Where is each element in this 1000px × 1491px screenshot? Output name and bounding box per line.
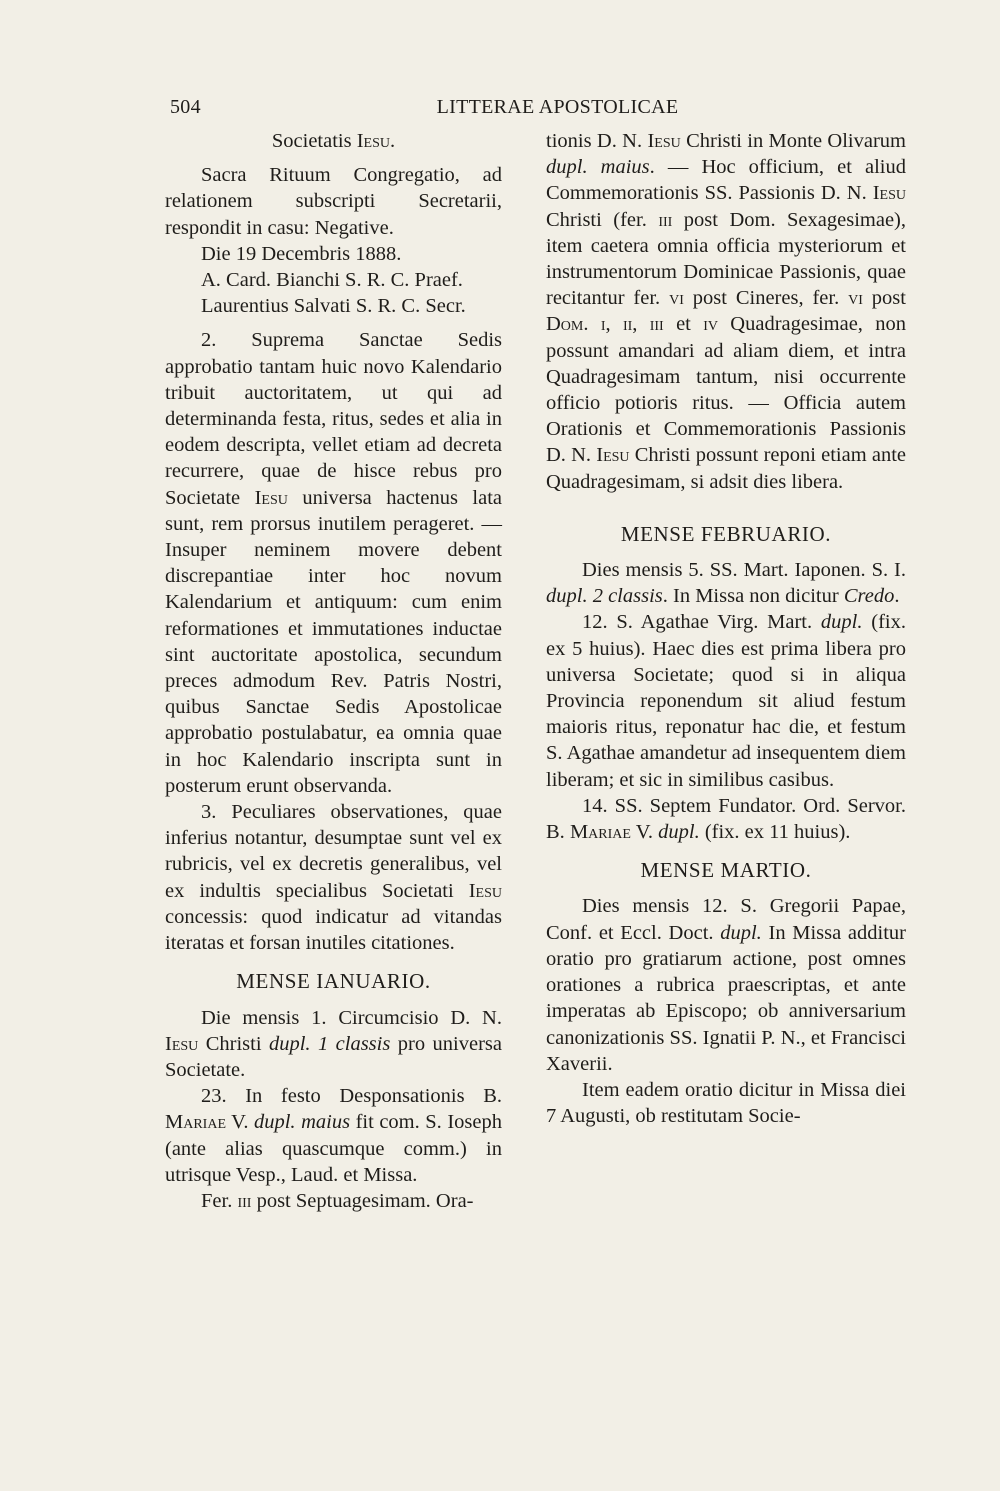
signature-secretary: Laurentius Salvati S. R. C. Secr. [201,295,466,318]
heading-ianuario: MENSE IANUARIO. [236,969,431,994]
running-header [170,96,905,119]
entry-martio-item: Item eadem oratio dicitur in Missa diei 7 Augusti, ob restitutam Socie- [546,1078,906,1128]
heading-martio: MENSE MARTIO. [640,858,812,883]
entry-februario-12: 12. S. Agathae Virg. Mart. dupl. (fix. ex 5 huius). Haec dies est prima libera pro universa Societate; quod si in aliqua Provincia reponendum sit aliud festum maioris ritus, reponatur hac die, et festum S. Agathae amandetur ad insequentem diem liberam; et sic in similibus casibus. [546,611,906,791]
paragraph-2: 2. Suprema Sanctae Sedis approbatio tantam huic novo Kalendario tribuit auctoritatem, ut qui ad determinanda festa, ritus, sedes et alia in eodem descripta, vellet etiam ad decreta recurrere, quae de hisce rebus pro Societate Iesu universa hactenus lata sunt, rem prorsus inutilem perageret. — Insuper neminem movere debent discrepantiae inter hoc novum Kalendarium et antiquum: cum enim reformationes et immutationes inductae sint auctoritate apostolica, secundum preces admodum Rev. Patris Nostri, quibus Sanctae Sedis Apostolicae approbatio postulabatur, ea omnia quae in hoc Kalendario inscripta sunt in posterum erunt observanda. [165,329,502,797]
paragraph-3: 3. Peculiares observationes, quae inferius notantur, desumptae sunt vel ex rubricis, vel ex decretis generalibus, vel ex indultis specialibus Societati Iesu concessis: quod indicatur ad vitandas iteratas et forsan inutiles citationes. [165,801,502,955]
right-column [546,128,906,1129]
entry-ianuario-feria: Fer. iii post Septuagesimam. Ora- [201,1189,474,1212]
entry-ianuario-1: Die mensis 1. Circumcisio D. N. Iesu Christi dupl. 1 classis pro universa Societate. [165,1006,502,1081]
entry-ianuario-23: 23. In festo Desponsationis B. Mariae V. dupl. maius fit com. S. Ioseph (ante alias quascumque comm.) in utrisque Vesp., Laud. et Missa. [165,1085,502,1186]
running-title: LITTERAE APOSTOLICAE [436,96,679,118]
entry-februario-5: Dies mensis 5. SS. Mart. Iaponen. S. I. dupl. 2 classis. In Missa non dicitur Credo. [546,559,906,608]
continuation-paragraph: tionis D. N. Iesu Christi in Monte Olivarum dupl. maius. — Hoc officium, et aliud Commemorationis SS. Passionis D. N. Iesu Christi (fer. iii post Dom. Sexagesimae), item caetera omnia officia mysteriorum et instrumentorum Dominicae Passionis, quae recitantur fer. vi post Cineres, fer. vi post Dom. i, ii, iii et iv Quadragesimae, non possunt amandari ad aliam diem, et intra Quadragesimam tantum, nisi occurrente officio potioris ritus. — Officia autem Orationis et Commemorationis Passionis D. N. Iesu Christi possunt reponi etiam ante Quadragesimam, si adsit dies libera. [546,130,907,493]
decree-date: Die 19 Decembris 1888. [201,242,402,265]
decree-paragraph: Sacra Rituum Congregatio, ad relationem subscripti Secretarii, respondit in casu: Negative. [165,164,502,239]
left-column [165,128,502,1214]
society-line: Societatis Iesu. [271,130,396,152]
signature-prefect: A. Card. Bianchi S. R. C. Praef. [201,269,463,292]
entry-februario-14: 14. SS. Septem Fundator. Ord. Servor. B. Mariae V. dupl. (fix. ex 11 huius). [546,794,906,844]
entry-martio-12: Dies mensis 12. S. Gregorii Papae, Conf. et Eccl. Doct. dupl. In Missa additur oratio pro gratiarum actione, post omnes orationes a rubrica praescriptas, et ante imperatas ab Episcopo; ob anniversarium canonizationis SS. Ignatii P. N., et Francisci Xaverii. [546,895,907,1075]
heading-februario: MENSE FEBRUARIO. [620,521,832,546]
page-number: 504 [170,96,201,118]
